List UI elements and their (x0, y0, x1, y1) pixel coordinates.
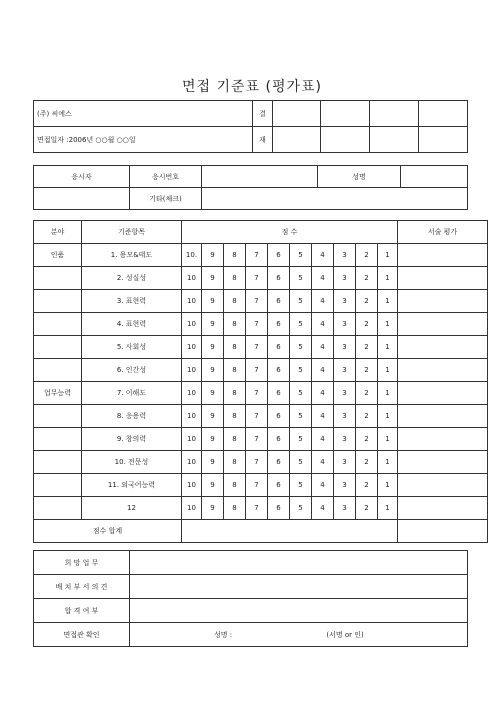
score-option[interactable]: 9 (202, 359, 224, 382)
score-option[interactable]: 4 (312, 451, 334, 474)
score-option[interactable]: 3 (334, 497, 356, 520)
score-option[interactable]: 8 (224, 428, 246, 451)
score-option[interactable]: 6 (268, 405, 290, 428)
item-cell: 10. 전문성 (82, 451, 182, 474)
score-option[interactable]: 9 (202, 267, 224, 290)
score-option[interactable]: 4 (312, 244, 334, 267)
score-option[interactable]: 9 (202, 336, 224, 359)
comment-cell[interactable] (398, 290, 488, 313)
approval-box[interactable] (321, 101, 370, 127)
field-cell (34, 451, 82, 474)
col-comment-header: 서술 평가 (398, 221, 488, 244)
score-option[interactable]: 8 (224, 382, 246, 405)
score-option[interactable]: 4 (312, 290, 334, 313)
approval-box[interactable] (370, 101, 419, 127)
field-cell: 업무능력 (34, 382, 82, 405)
score-option[interactable]: 2 (356, 497, 378, 520)
comment-cell[interactable] (398, 336, 488, 359)
field-cell (34, 359, 82, 382)
score-option[interactable]: 8 (224, 451, 246, 474)
score-option[interactable]: 5 (290, 382, 312, 405)
dept-opinion-label: 배 치 부 서 의 견 (34, 575, 130, 599)
score-option[interactable]: 5 (290, 405, 312, 428)
total-field[interactable] (182, 520, 398, 543)
table-row (34, 336, 488, 359)
item-cell: 1. 용모&태도 (82, 244, 182, 267)
approval-label-2: 재 (253, 127, 273, 153)
table-row (34, 382, 488, 405)
score-option[interactable]: 6 (268, 267, 290, 290)
table-row (34, 244, 488, 267)
etc-check-field[interactable] (202, 188, 468, 210)
item-cell: 6. 인간성 (82, 359, 182, 382)
item-cell: 3. 표현력 (82, 290, 182, 313)
interviewer-label: 면접관 확인 (34, 623, 130, 647)
table-row (34, 474, 488, 497)
applicant-blank (34, 188, 130, 210)
table-row (34, 313, 488, 336)
table-row (34, 290, 488, 313)
score-option[interactable]: 1 (378, 474, 398, 497)
score-option[interactable]: 10 (182, 382, 202, 405)
score-option[interactable]: 1 (378, 451, 398, 474)
score-option[interactable]: 1 (378, 382, 398, 405)
field-cell (34, 290, 82, 313)
score-option[interactable]: 4 (312, 267, 334, 290)
interviewer-field[interactable] (130, 623, 468, 647)
score-option[interactable]: 6 (268, 497, 290, 520)
score-option[interactable]: 5 (290, 451, 312, 474)
score-option[interactable]: 7 (246, 497, 268, 520)
score-option[interactable]: 8 (224, 474, 246, 497)
score-option[interactable]: 3 (334, 359, 356, 382)
score-option[interactable]: 5 (290, 313, 312, 336)
pass-status-field[interactable] (130, 599, 468, 623)
total-comment[interactable] (398, 520, 488, 543)
score-option[interactable]: 7 (246, 336, 268, 359)
field-cell (34, 313, 82, 336)
score-option[interactable]: 8 (224, 336, 246, 359)
score-option[interactable]: 8 (224, 244, 246, 267)
score-option[interactable]: 5 (290, 359, 312, 382)
score-option[interactable]: 1 (378, 313, 398, 336)
score-option[interactable]: 4 (312, 428, 334, 451)
score-option[interactable]: 5 (290, 474, 312, 497)
score-option[interactable]: 9 (202, 290, 224, 313)
total-label: 점수 합계 (34, 520, 182, 543)
score-option[interactable]: 10 (182, 428, 202, 451)
score-option[interactable]: 4 (312, 405, 334, 428)
score-option[interactable]: 9 (202, 474, 224, 497)
score-option[interactable]: 6 (268, 382, 290, 405)
score-option[interactable]: 2 (356, 382, 378, 405)
score-option[interactable]: 1 (378, 405, 398, 428)
col-field-header: 분야 (34, 221, 82, 244)
item-cell: 2. 성실성 (82, 267, 182, 290)
signature-box[interactable] (273, 127, 321, 153)
field-cell: 인품 (34, 244, 82, 267)
score-option[interactable]: 9 (202, 244, 224, 267)
score-option[interactable]: 9 (202, 382, 224, 405)
score-option[interactable]: 8 (224, 359, 246, 382)
item-cell: 5. 사회성 (82, 336, 182, 359)
table-row (34, 451, 488, 474)
field-cell (34, 267, 82, 290)
item-cell: 12 (82, 497, 182, 520)
score-option[interactable]: 3 (334, 451, 356, 474)
signature-box[interactable] (370, 127, 419, 153)
score-option[interactable]: 4 (312, 359, 334, 382)
score-option[interactable]: 5 (290, 428, 312, 451)
score-option[interactable]: 6 (268, 428, 290, 451)
score-option[interactable]: 7 (246, 290, 268, 313)
approval-box[interactable] (419, 101, 468, 127)
score-option[interactable]: 3 (334, 267, 356, 290)
pass-status-label: 합 격 여 부 (34, 599, 130, 623)
score-option[interactable]: 10 (182, 336, 202, 359)
comment-cell[interactable] (398, 474, 488, 497)
score-option[interactable]: 10 (182, 405, 202, 428)
score-option[interactable]: 4 (312, 497, 334, 520)
item-cell: 11. 외국어능력 (82, 474, 182, 497)
approval-label-1: 결 (253, 101, 273, 127)
comment-cell[interactable] (398, 359, 488, 382)
score-option[interactable]: 10 (182, 359, 202, 382)
score-option[interactable]: 2 (356, 290, 378, 313)
score-option[interactable]: 3 (334, 313, 356, 336)
score-option[interactable]: 2 (356, 244, 378, 267)
score-option[interactable]: 7 (246, 313, 268, 336)
score-option[interactable]: 10 (182, 267, 202, 290)
applicant-name-label: 성명 (318, 166, 401, 188)
score-option[interactable]: 9 (202, 313, 224, 336)
score-option[interactable]: 5 (290, 267, 312, 290)
score-option[interactable]: 2 (356, 336, 378, 359)
score-option[interactable]: 6 (268, 451, 290, 474)
score-option[interactable]: 1 (378, 244, 398, 267)
score-option[interactable]: 4 (312, 382, 334, 405)
interviewer-name-label: 성명 : (214, 630, 233, 639)
table-row (34, 497, 488, 520)
comment-cell[interactable] (398, 244, 488, 267)
score-option[interactable]: 10. (182, 244, 202, 267)
score-option[interactable]: 7 (246, 405, 268, 428)
score-option[interactable]: 2 (356, 359, 378, 382)
score-option[interactable]: 8 (224, 290, 246, 313)
field-cell (34, 497, 82, 520)
col-item-header: 기준항목 (82, 221, 182, 244)
score-option[interactable]: 10 (182, 313, 202, 336)
evaluation-table (33, 220, 488, 543)
score-option[interactable]: 3 (334, 290, 356, 313)
applicant-number-label: 응시번호 (130, 166, 202, 188)
score-option[interactable]: 3 (334, 336, 356, 359)
item-cell: 7. 이해도 (82, 382, 182, 405)
score-option[interactable]: 5 (290, 336, 312, 359)
table-row (34, 405, 488, 428)
score-option[interactable]: 7 (246, 474, 268, 497)
table-row (34, 428, 488, 451)
score-option[interactable]: 8 (224, 267, 246, 290)
score-option[interactable]: 6 (268, 290, 290, 313)
item-cell: 4. 표현력 (82, 313, 182, 336)
col-score-header: 점 수 (182, 221, 398, 244)
field-cell (34, 474, 82, 497)
applicant-name-field[interactable] (401, 166, 468, 188)
score-option[interactable]: 10 (182, 474, 202, 497)
score-option[interactable]: 2 (356, 267, 378, 290)
score-option[interactable]: 3 (334, 382, 356, 405)
score-option[interactable]: 2 (356, 313, 378, 336)
score-option[interactable]: 9 (202, 428, 224, 451)
comment-cell[interactable] (398, 497, 488, 520)
score-option[interactable]: 10 (182, 451, 202, 474)
comment-cell[interactable] (398, 405, 488, 428)
score-option[interactable]: 10 (182, 497, 202, 520)
score-option[interactable]: 8 (224, 313, 246, 336)
score-option[interactable]: 7 (246, 428, 268, 451)
interview-date: 면접일자 :2006년 ○○월 ○○일 (34, 127, 253, 153)
score-option[interactable]: 4 (312, 474, 334, 497)
score-option[interactable]: 1 (378, 267, 398, 290)
score-option[interactable]: 10 (182, 290, 202, 313)
score-option[interactable]: 1 (378, 290, 398, 313)
applicant-number-field[interactable] (202, 166, 318, 188)
score-option[interactable]: 3 (334, 428, 356, 451)
item-cell: 8. 응용력 (82, 405, 182, 428)
score-option[interactable]: 5 (290, 244, 312, 267)
company-name: (주) 씨에스 (34, 101, 253, 127)
field-cell (34, 405, 82, 428)
dept-opinion-field[interactable] (130, 575, 468, 599)
desired-work-label: 희 망 업 무 (34, 551, 130, 575)
desired-work-field[interactable] (130, 551, 468, 575)
applicant-table (33, 165, 468, 210)
score-option[interactable]: 6 (268, 244, 290, 267)
score-option[interactable]: 4 (312, 313, 334, 336)
score-option[interactable]: 3 (334, 405, 356, 428)
score-option[interactable]: 9 (202, 405, 224, 428)
score-option[interactable]: 3 (334, 244, 356, 267)
score-option[interactable]: 8 (224, 405, 246, 428)
score-option[interactable]: 6 (268, 313, 290, 336)
comment-cell[interactable] (398, 313, 488, 336)
score-option[interactable]: 1 (378, 336, 398, 359)
field-cell (34, 336, 82, 359)
score-option[interactable]: 1 (378, 359, 398, 382)
header-table (33, 100, 468, 153)
applicant-label: 응시자 (34, 166, 130, 188)
page-title: 면접 기준표 (평가표) (181, 79, 323, 95)
footer-table (33, 550, 468, 647)
score-option[interactable]: 5 (290, 290, 312, 313)
score-option[interactable]: 7 (246, 451, 268, 474)
comment-cell[interactable] (398, 267, 488, 290)
score-option[interactable]: 8 (224, 497, 246, 520)
signature-box[interactable] (419, 127, 468, 153)
score-option[interactable]: 6 (268, 474, 290, 497)
score-option[interactable]: 2 (356, 474, 378, 497)
comment-cell[interactable] (398, 428, 488, 451)
score-option[interactable]: 4 (312, 336, 334, 359)
score-option[interactable]: 9 (202, 451, 224, 474)
score-option[interactable]: 7 (246, 244, 268, 267)
comment-cell[interactable] (398, 382, 488, 405)
item-cell: 9. 창의력 (82, 428, 182, 451)
score-option[interactable]: 2 (356, 428, 378, 451)
score-option[interactable]: 5 (290, 497, 312, 520)
approval-box[interactable] (273, 101, 321, 127)
score-option[interactable]: 6 (268, 359, 290, 382)
score-option[interactable]: 1 (378, 428, 398, 451)
table-row (34, 359, 488, 382)
score-option[interactable]: 2 (356, 451, 378, 474)
score-option[interactable]: 7 (246, 359, 268, 382)
score-option[interactable]: 3 (334, 474, 356, 497)
score-option[interactable]: 7 (246, 267, 268, 290)
etc-check-label: 기타(체크) (130, 188, 202, 210)
comment-cell[interactable] (398, 451, 488, 474)
signature-box[interactable] (321, 127, 370, 153)
score-option[interactable]: 6 (268, 336, 290, 359)
score-option[interactable]: 1 (378, 497, 398, 520)
score-option[interactable]: 9 (202, 497, 224, 520)
signature-label: (서명 or 인) (326, 630, 364, 639)
score-option[interactable]: 2 (356, 405, 378, 428)
score-option[interactable]: 7 (246, 382, 268, 405)
table-row (34, 267, 488, 290)
field-cell (34, 428, 82, 451)
